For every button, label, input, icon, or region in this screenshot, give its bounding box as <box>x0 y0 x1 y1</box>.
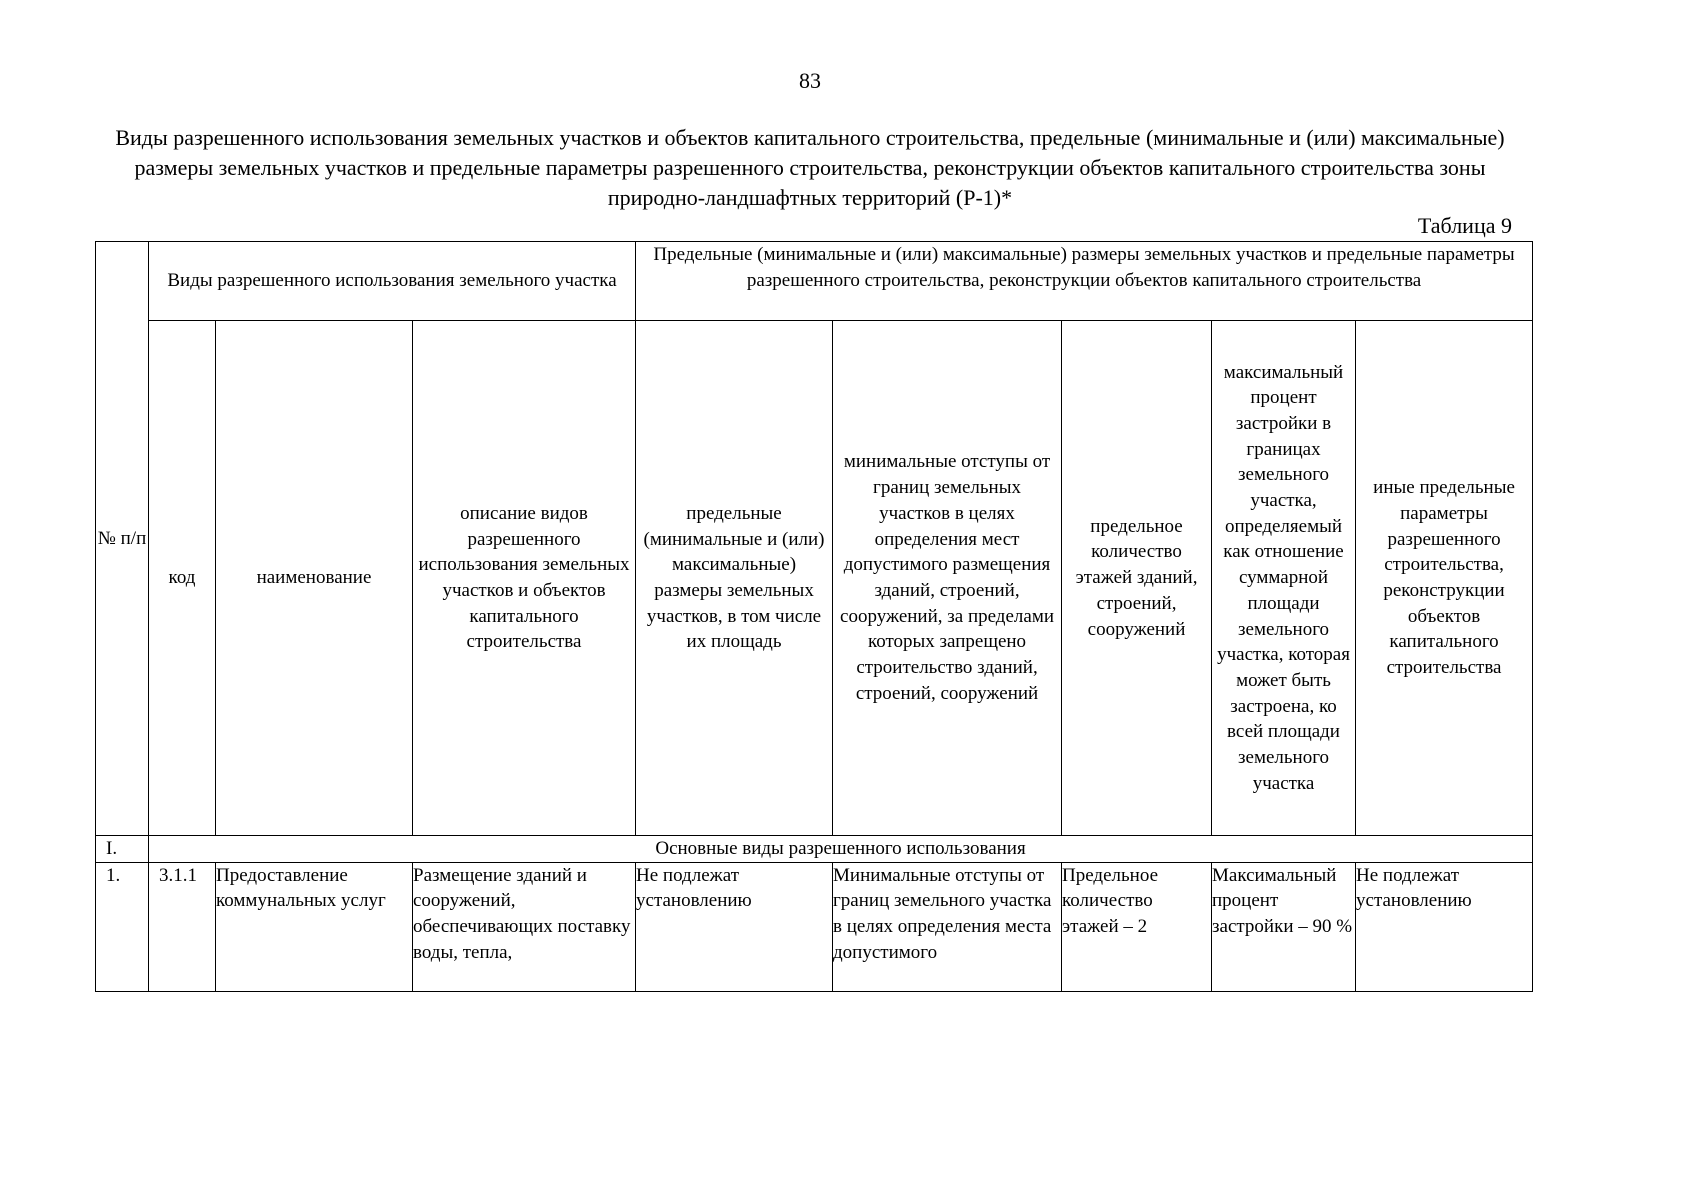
header-group-land-use: Виды разрешенного использования земельного участка <box>149 242 636 321</box>
row-number: 1. <box>96 862 149 991</box>
page-number: 83 <box>799 68 821 93</box>
row-other: Не подлежат установлению <box>1356 862 1533 991</box>
section-number: I. <box>96 836 149 863</box>
zoning-table <box>95 241 1533 992</box>
document-title: Виды разрешенного использования земельных участков и объектов капитального строительства, предельные (минимальные и (или) максимальные) размеры земельных участков и предельные параметры разрешенного строительства, реконструкции объектов капитального строительства зоны природно-ландшафтных территорий (Р-1)* <box>115 125 1505 210</box>
row-size-limits: Не подлежат установлению <box>636 862 833 991</box>
header-code: код <box>149 321 216 836</box>
header-group-limits: Предельные (минимальные и (или) максимальные) размеры земельных участков и предельные параметры разрешенного строительства, реконструкции объектов капитального строительства <box>636 242 1533 321</box>
section-title: Основные виды разрешенного использования <box>149 836 1533 863</box>
row-coverage: Максимальный процент застройки – 90 % <box>1212 862 1356 991</box>
header-setbacks: минимальные отступы от границ земельных участков в целях определения мест допустимого размещения зданий, строений, сооружений, за пределами которых запрещено строительство зданий, строений, сооружений <box>833 321 1062 836</box>
section-row <box>96 836 1533 863</box>
row-floors: Предельное количество этажей – 2 <box>1062 862 1212 991</box>
header-name: наименование <box>216 321 413 836</box>
header-number: № п/п <box>96 242 149 836</box>
table-row <box>96 862 1533 991</box>
row-name: Предоставление коммунальных услуг <box>216 862 413 991</box>
table-caption: Таблица 9 <box>1417 213 1512 238</box>
header-other: иные предельные параметры разрешенного строительства, реконструкции объектов капитального строительства <box>1356 321 1533 836</box>
row-description: Размещение зданий и сооружений, обеспечивающих поставку воды, тепла, <box>413 862 636 991</box>
header-floors: предельное количество этажей зданий, строений, сооружений <box>1062 321 1212 836</box>
row-code: 3.1.1 <box>149 862 216 991</box>
row-setbacks: Минимальные отступы от границ земельного участка в целях определения места допустимого <box>833 862 1062 991</box>
header-coverage: максимальный процент застройки в границах земельного участка, определяемый как отношение суммарной площади земельного участка, которая может быть застроена, ко всей площади земельного участка <box>1212 321 1356 836</box>
header-description: описание видов разрешенного использования земельных участков и объектов капитального строительства <box>413 321 636 836</box>
header-size-limits: предельные (минимальные и (или) максимальные) размеры земельных участков, в том числе их площадь <box>636 321 833 836</box>
